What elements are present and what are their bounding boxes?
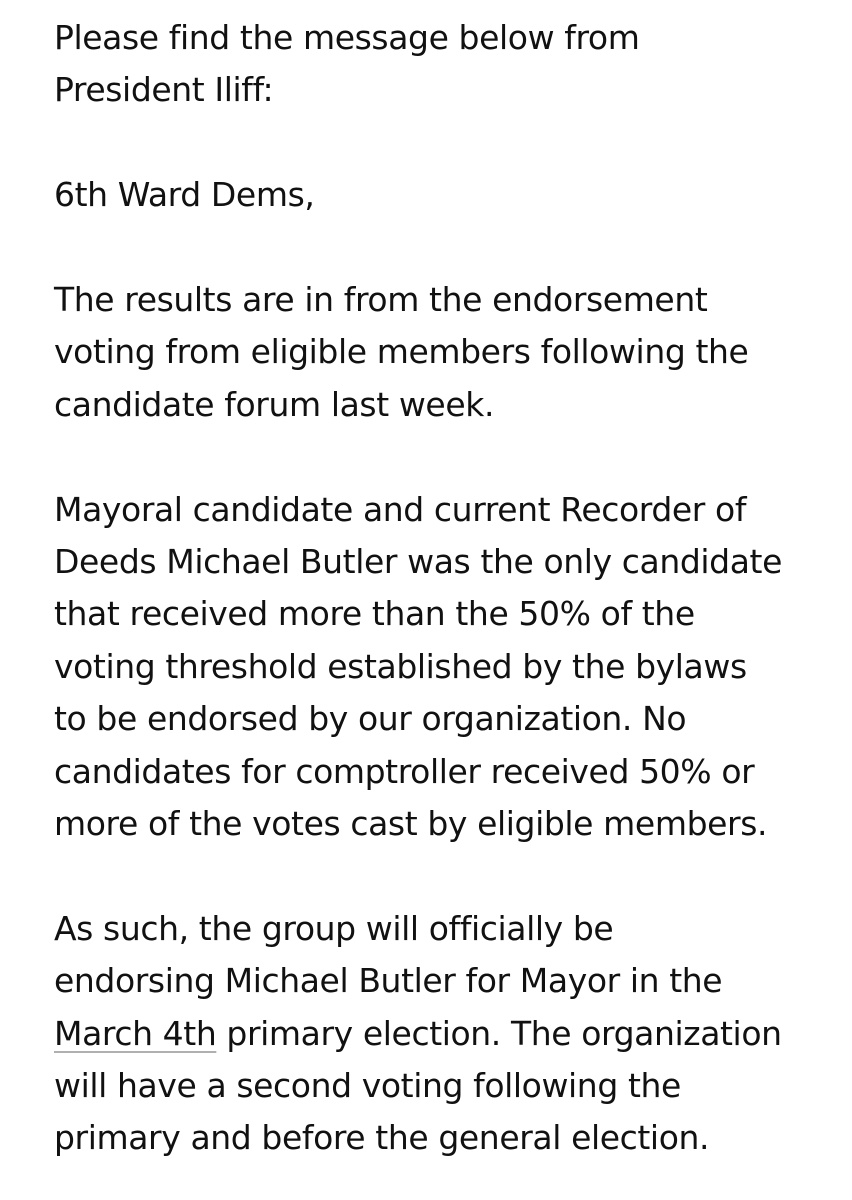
text-line: As such, the group will officially be [54,908,614,948]
text-line: candidates for comptroller received 50% or [54,751,755,791]
text-line: primary and before the general election. [54,1118,710,1158]
text-line [54,1008,834,1060]
text-line: will have a second voting following the [54,1066,681,1106]
text-line-rest: primary election. The organization [216,1013,782,1053]
text-line: candidate forum last week. [54,384,495,424]
results-paragraph [54,274,834,431]
text-line: more of the votes cast by eligible members. [54,804,768,844]
greeting-line: 6th Ward Dems, [54,175,315,215]
text-line: voting from eligible members following the [54,332,749,372]
text-line: endorsing Michael Butler for Mayor in the [54,961,723,1001]
endorsement-paragraph [54,903,834,1165]
intro-paragraph [54,12,834,117]
text-line: Mayoral candidate and current Recorder of [54,489,747,529]
greeting-paragraph [54,169,834,221]
text-line: Please find the message below from [54,18,640,57]
text-line: Deeds Michael Butler was the only candidate [54,542,782,582]
text-line: to be endorsed by our organization. No [54,699,687,739]
text-line: that received more than the 50% of the [54,594,695,634]
text-line: President Iliff: [54,70,274,110]
text-line: The results are in from the endorsement [54,280,708,319]
mayoral-paragraph [54,484,834,851]
email-message-body [54,12,834,1165]
date-link-march-4th[interactable]: March 4th [54,1013,217,1053]
text-line: voting threshold established by the bylaws [54,646,747,686]
